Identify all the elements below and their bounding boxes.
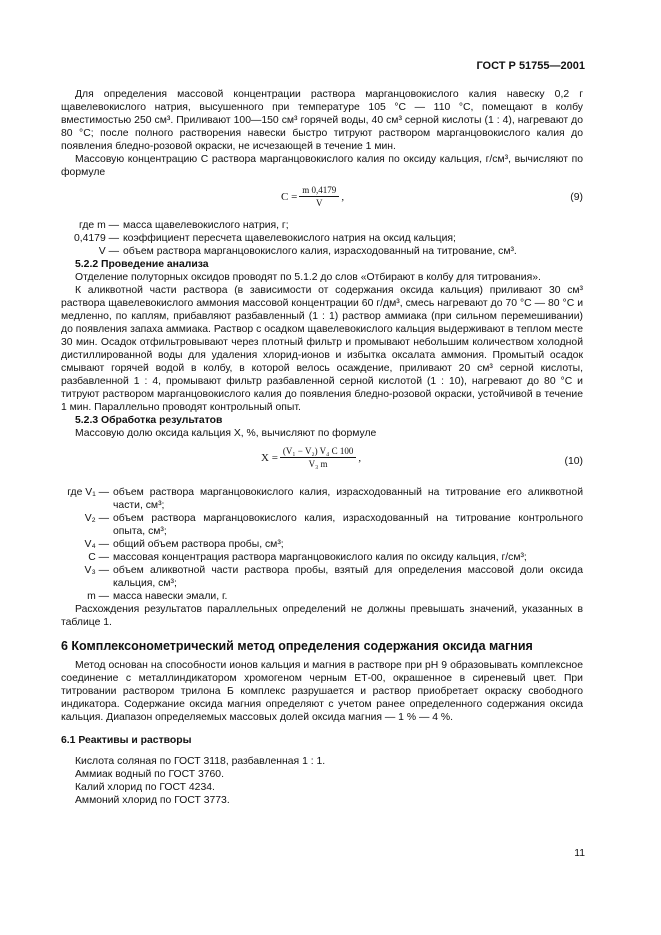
definition-label: где V₁ —	[67, 487, 109, 498]
formula-10	[61, 444, 583, 480]
formula-denominator: V	[316, 198, 323, 208]
definition-label: где m —	[79, 220, 119, 231]
section-heading: 6 Комплексонометрический метод определения содержания оксида магния	[61, 639, 533, 653]
definition-text: общий объем раствора пробы, см³;	[113, 539, 284, 550]
paragraph: Массовую долю оксида кальция X, %, вычисляют по формуле	[75, 428, 377, 439]
definition-text: объем аликвотной части раствора пробы, взятый для определения массовой доли оксида кальция, см³;	[113, 565, 583, 589]
paragraph: Метод основан на способности ионов кальция и магния в растворе при рН 9 образовывать комплексное соединение с металлиндикатором хромогеном черным ЕТ-00, окрашенное в сиреневый цвет. При титровании раствором трилона Б комплекс разрушается и раствор приобретает окраску свободного индикатора. Содержание оксида магния определяют с учетом ранее определенного содержания оксида кальция. Диапазон определяемых массовых долей оксида магния — 1 % — 4 %.	[61, 660, 583, 723]
reagent-list	[61, 755, 583, 807]
formula-tail: ,	[341, 190, 345, 203]
definition-label: V —	[98, 246, 119, 257]
formula-denominator: V₃ m	[308, 459, 328, 469]
definition-text: объем раствора марганцовокислого калия, израсходованный на титрование его аликвотной части, см³;	[113, 487, 583, 511]
definition-text: массовая концентрация раствора марганцовокислого калия по оксиду кальция, г/см³;	[113, 552, 527, 563]
definition-text: объем раствора марганцовокислого калия, израсходованный на титрование контрольного опыта, см³;	[113, 513, 583, 537]
definition-label: 0,4179 —	[73, 233, 119, 244]
formula-lhs: C =	[281, 190, 298, 203]
list-item: Аммиак водный по ГОСТ 3760.	[75, 769, 224, 780]
paragraph: Массовую концентрацию С раствора марганцовокислого калия по оксиду кальция, г/см³, вычисляют по формуле	[61, 154, 583, 178]
formula-9	[61, 183, 583, 213]
subsection-heading: 5.2.3 Обработка результатов	[75, 415, 223, 426]
page-number: 11	[574, 848, 585, 859]
definition-label: V₂ —	[84, 513, 109, 524]
definition-item	[47, 590, 583, 603]
definition-text: масса щавелевокислого натрия, г;	[123, 220, 289, 231]
definition-item	[47, 486, 583, 512]
formula-numerator: m 0,4179	[299, 185, 339, 197]
definition-item	[47, 512, 583, 538]
document-header: ГОСТ Р 51755—2001	[476, 60, 585, 72]
definition-item	[61, 219, 583, 232]
formula-lhs: X =	[261, 451, 278, 464]
page-content	[61, 88, 583, 807]
list-item: Кислота соляная по ГОСТ 3118, разбавленная 1 : 1.	[75, 756, 326, 767]
definition-text: объем раствора марганцовокислого калия, израсходованный на титрование, см³.	[123, 246, 517, 257]
definition-label: V₃ —	[84, 565, 109, 576]
definition-label: C —	[88, 552, 109, 563]
definition-label: m —	[87, 591, 109, 602]
definition-item	[61, 245, 583, 258]
formula-numerator: (V₁ − V₂) V₄ C 100	[280, 446, 356, 458]
formula-tail: ,	[358, 451, 362, 464]
definition-item	[47, 538, 583, 551]
definition-item	[47, 564, 583, 590]
subsection-heading: 6.1 Реактивы и растворы	[61, 735, 192, 746]
definition-item	[47, 232, 583, 245]
paragraph: К аликвотной части раствора (в зависимости от содержания оксида кальция) приливают 30 см³ раствора щавелевокислого аммония массовой концентрации 60 г/дм³, смесь нагревают до 70 °С — 80 °С и медленно, по каплям, прибавляют разбавленный (1 : 1) раствор аммиака (при сильном перемешивании) до появления запаха аммиака. Раствор с осадком щавелевокислого кальция выдерживают в теплом месте 30 мин. Осадок отфильтровывают через плотный фильтр и промывают небольшим количеством холодной дистиллированной воды для удаления хлорид-ионов и избытка оксалата аммония. Промытый осадок смывают горячей водой в колбу, в которой велось осаждение, приливают 20 см³ серной кислоты, разбавленной 1 : 4, промывают фильтр разбавленной серной кислотой (1 : 10), нагревают до 80 °С и титруют раствором марганцовокислого калия до появления бледно-розовой окраски, устойчивой в течение 1 мин. Параллельно проводят контрольный опыт.	[61, 285, 583, 413]
subsection-heading: 5.2.2 Проведение анализа	[75, 259, 209, 270]
definition-text: масса навески эмали, г.	[113, 591, 228, 602]
formula-number: (9)	[570, 192, 583, 203]
paragraph: Отделение полуторных оксидов проводят по 5.1.2 до слов «Отбирают в колбу для титрования».	[75, 272, 541, 283]
definition-item	[47, 551, 583, 564]
list-item: Калий хлорид по ГОСТ 4234.	[75, 782, 215, 793]
paragraph: Расхождения результатов параллельных определений не должны превышать значений, указанных в таблице 1.	[61, 604, 583, 628]
definition-label: V₄ —	[84, 539, 109, 550]
paragraph: Для определения массовой концентрации раствора марганцовокислого калия навеску 0,2 г щавелевокислого натрия, высушенного при температуре 105 °С — 110 °С, помещают в колбу вместимостью 250 см³. Приливают 100—150 см³ горячей воды, 40 см³ серной кислоты (1 : 4), нагревают до 80 °С; после полного растворения навески быстро титруют раствором марганцовокислого калия до появления бледно-розовой окраски, не исчезающей в течение 1 мин.	[61, 89, 583, 152]
definition-text: коэффициент пересчета щавелевокислого натрия на оксид кальция;	[123, 233, 456, 244]
formula-number: (10)	[564, 456, 583, 467]
list-item: Аммоний хлорид по ГОСТ 3773.	[75, 795, 230, 806]
